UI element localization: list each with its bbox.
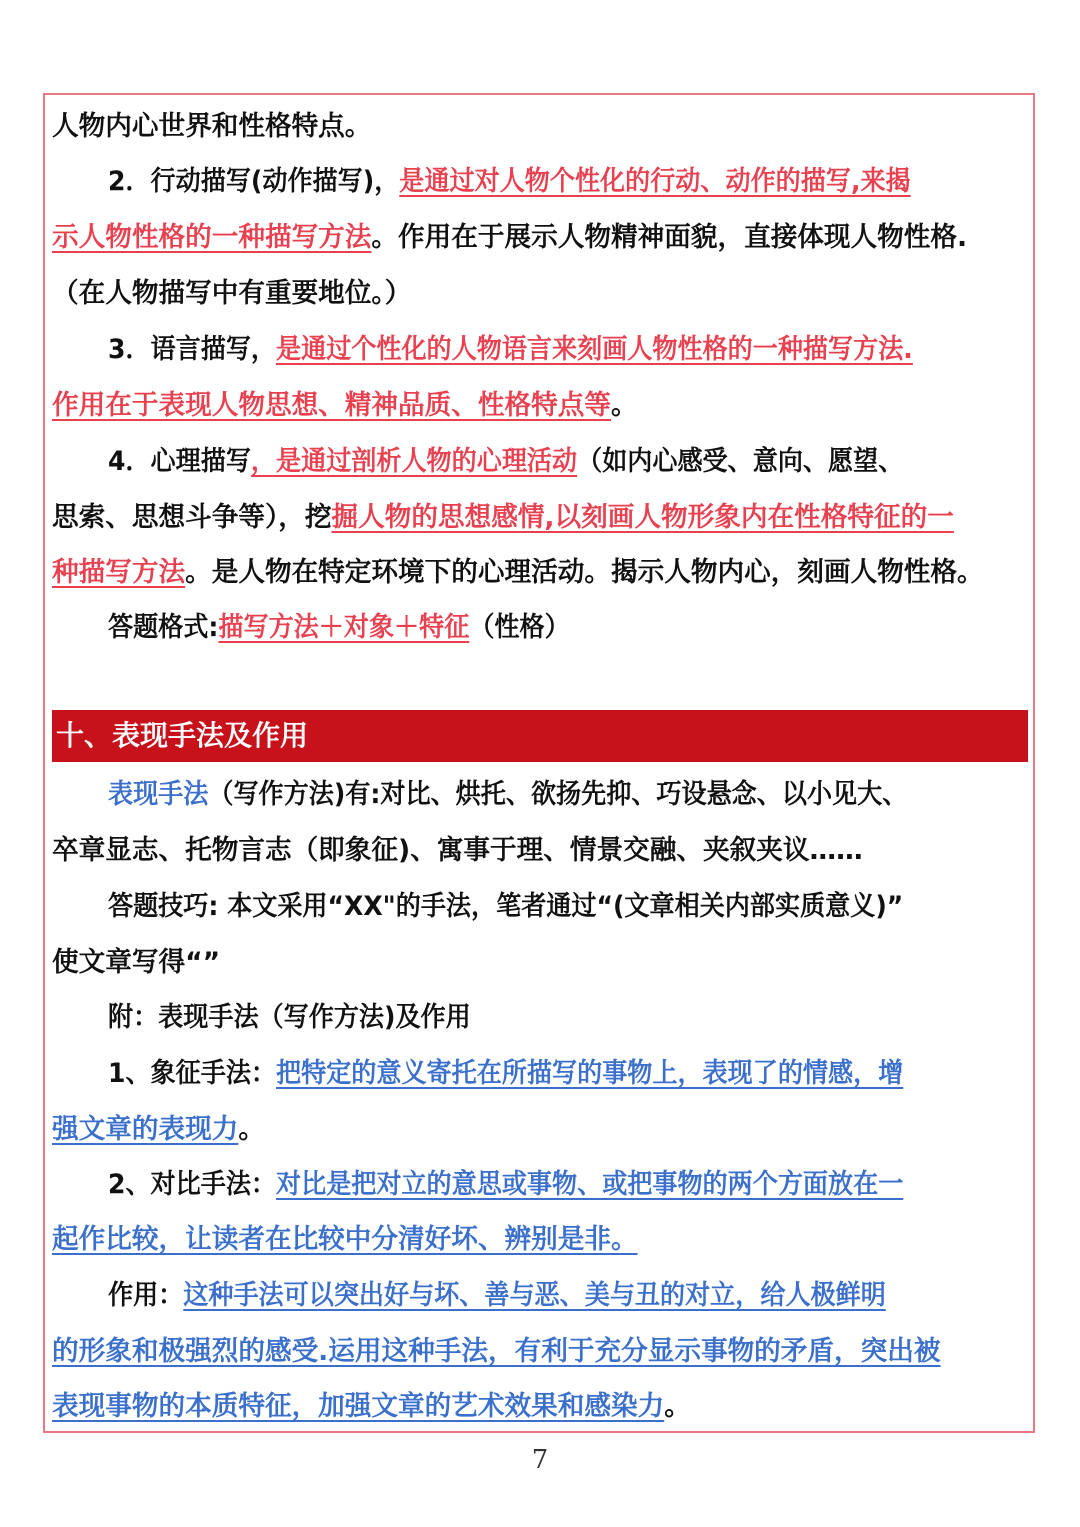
- highlight-text: 强文章的表现力: [52, 1114, 239, 1145]
- highlight-text: 这种手法可以突出好与坏、善与恶、美与丑的对立，给人极鲜明: [183, 1280, 886, 1311]
- text-line: [52, 213, 1028, 263]
- line-text: 1、象征手法：: [108, 1058, 277, 1089]
- line-text: （如内心感受、意向、愿望、: [577, 446, 904, 477]
- contrast-line: [108, 1160, 1028, 1210]
- highlight-text: 起作比较，让读者在比较中分清好坏、辨别是非。: [52, 1224, 638, 1255]
- text-line: [52, 493, 1028, 543]
- line-text: 答题技巧: 本文采用“XX"的手法，笔者通过“(文章相关内部实质意义)”: [108, 891, 904, 922]
- highlight-text: ，是通过剖析人物的心理活动: [250, 446, 578, 477]
- text-line-psychological-description: [108, 437, 1028, 487]
- line-text: 。: [664, 1391, 691, 1422]
- answer-format-line: [108, 603, 1028, 653]
- line-text: 4．心理描写: [108, 446, 251, 477]
- text-line: [52, 938, 1028, 988]
- line-text: 卒章显志、托物言志（即象征)、寓事于理、情景交融、夹叙夹议……: [52, 835, 863, 866]
- text-line: [52, 102, 1028, 152]
- section-heading: 十、表现手法及作用: [52, 710, 1028, 762]
- answer-tip-line: [108, 882, 1028, 932]
- page-number: 7: [531, 1445, 549, 1475]
- line-text: 附：表现手法（写作方法)及作用: [108, 1002, 471, 1033]
- text-line: [52, 548, 1028, 598]
- highlight-text: 是通过个性化的人物语言来刻画人物性格的一种描写方法.: [276, 334, 913, 365]
- line-text: （在人物描写中有重要地位。）: [52, 278, 412, 309]
- keyword-text: 表现手法: [108, 779, 209, 810]
- text-line: [52, 1105, 1028, 1155]
- highlight-text: 把特定的意义寄托在所描写的事物上，表现了的情感，增: [276, 1058, 904, 1089]
- text-line-language-description: [108, 325, 1028, 375]
- line-text: 人物内心世界和性格特点。: [52, 111, 372, 142]
- appendix-line: [108, 993, 1028, 1043]
- line-text: 。: [610, 390, 638, 421]
- highlight-text: 描写方法＋对象＋特征: [218, 612, 470, 643]
- line-text: 。是人物在特定环境下的心理活动。揭示人物内心，刻画人物性格。: [185, 557, 984, 588]
- line-text: （性格）: [469, 612, 570, 643]
- text-line: [52, 1215, 1028, 1265]
- text-line: [52, 269, 1028, 319]
- text-line: [52, 1327, 1028, 1377]
- line-text: （写作方法)有:对比、烘托、欲扬先抑、巧设悬念、以小见大、: [208, 779, 908, 810]
- highlight-text: 是通过对人物个性化的行动、动作的描写,来揭: [399, 166, 911, 197]
- highlight-text: 示人物性格的一种描写方法: [52, 222, 372, 253]
- line-text: 使文章写得“”: [52, 947, 221, 978]
- highlight-text: 作用在于表现人物思想、精神品质、性格特点等: [52, 390, 611, 421]
- line-text: 思索、思想斗争等），挖: [52, 502, 332, 533]
- highlight-text: 种描写方法: [52, 557, 186, 588]
- text-line: [52, 1382, 1028, 1432]
- highlight-text: 掘人物的思想感情,以刻画人物形象内在性格特征的一: [331, 502, 954, 533]
- highlight-text: 表现事物的本质特征，加强文章的艺术效果和感染力: [52, 1391, 665, 1422]
- line-text: 答题格式:: [108, 612, 219, 643]
- line-text: 。: [238, 1114, 265, 1145]
- symbolism-line: [108, 1049, 1028, 1099]
- line-text: 2．行动描写(动作描写)，: [108, 166, 400, 197]
- line-text: 。作用在于展示人物精神面貌，直接体现人物性格.: [371, 222, 968, 253]
- text-line: [108, 770, 1028, 820]
- effect-line: [108, 1271, 1028, 1321]
- text-line-action-description: [108, 157, 1028, 207]
- text-line: [52, 826, 1028, 876]
- highlight-text: 对比是把对立的意思或事物、或把事物的两个方面放在一: [276, 1169, 904, 1200]
- highlight-text: 的形象和极强烈的感受.运用这种手法，有利于充分显示事物的矛盾，突出被: [52, 1336, 941, 1367]
- line-text: 2、对比手法：: [108, 1169, 277, 1200]
- text-line: [52, 381, 1028, 431]
- line-text: 作用：: [108, 1280, 184, 1311]
- line-text: 3．语言描写，: [108, 334, 277, 365]
